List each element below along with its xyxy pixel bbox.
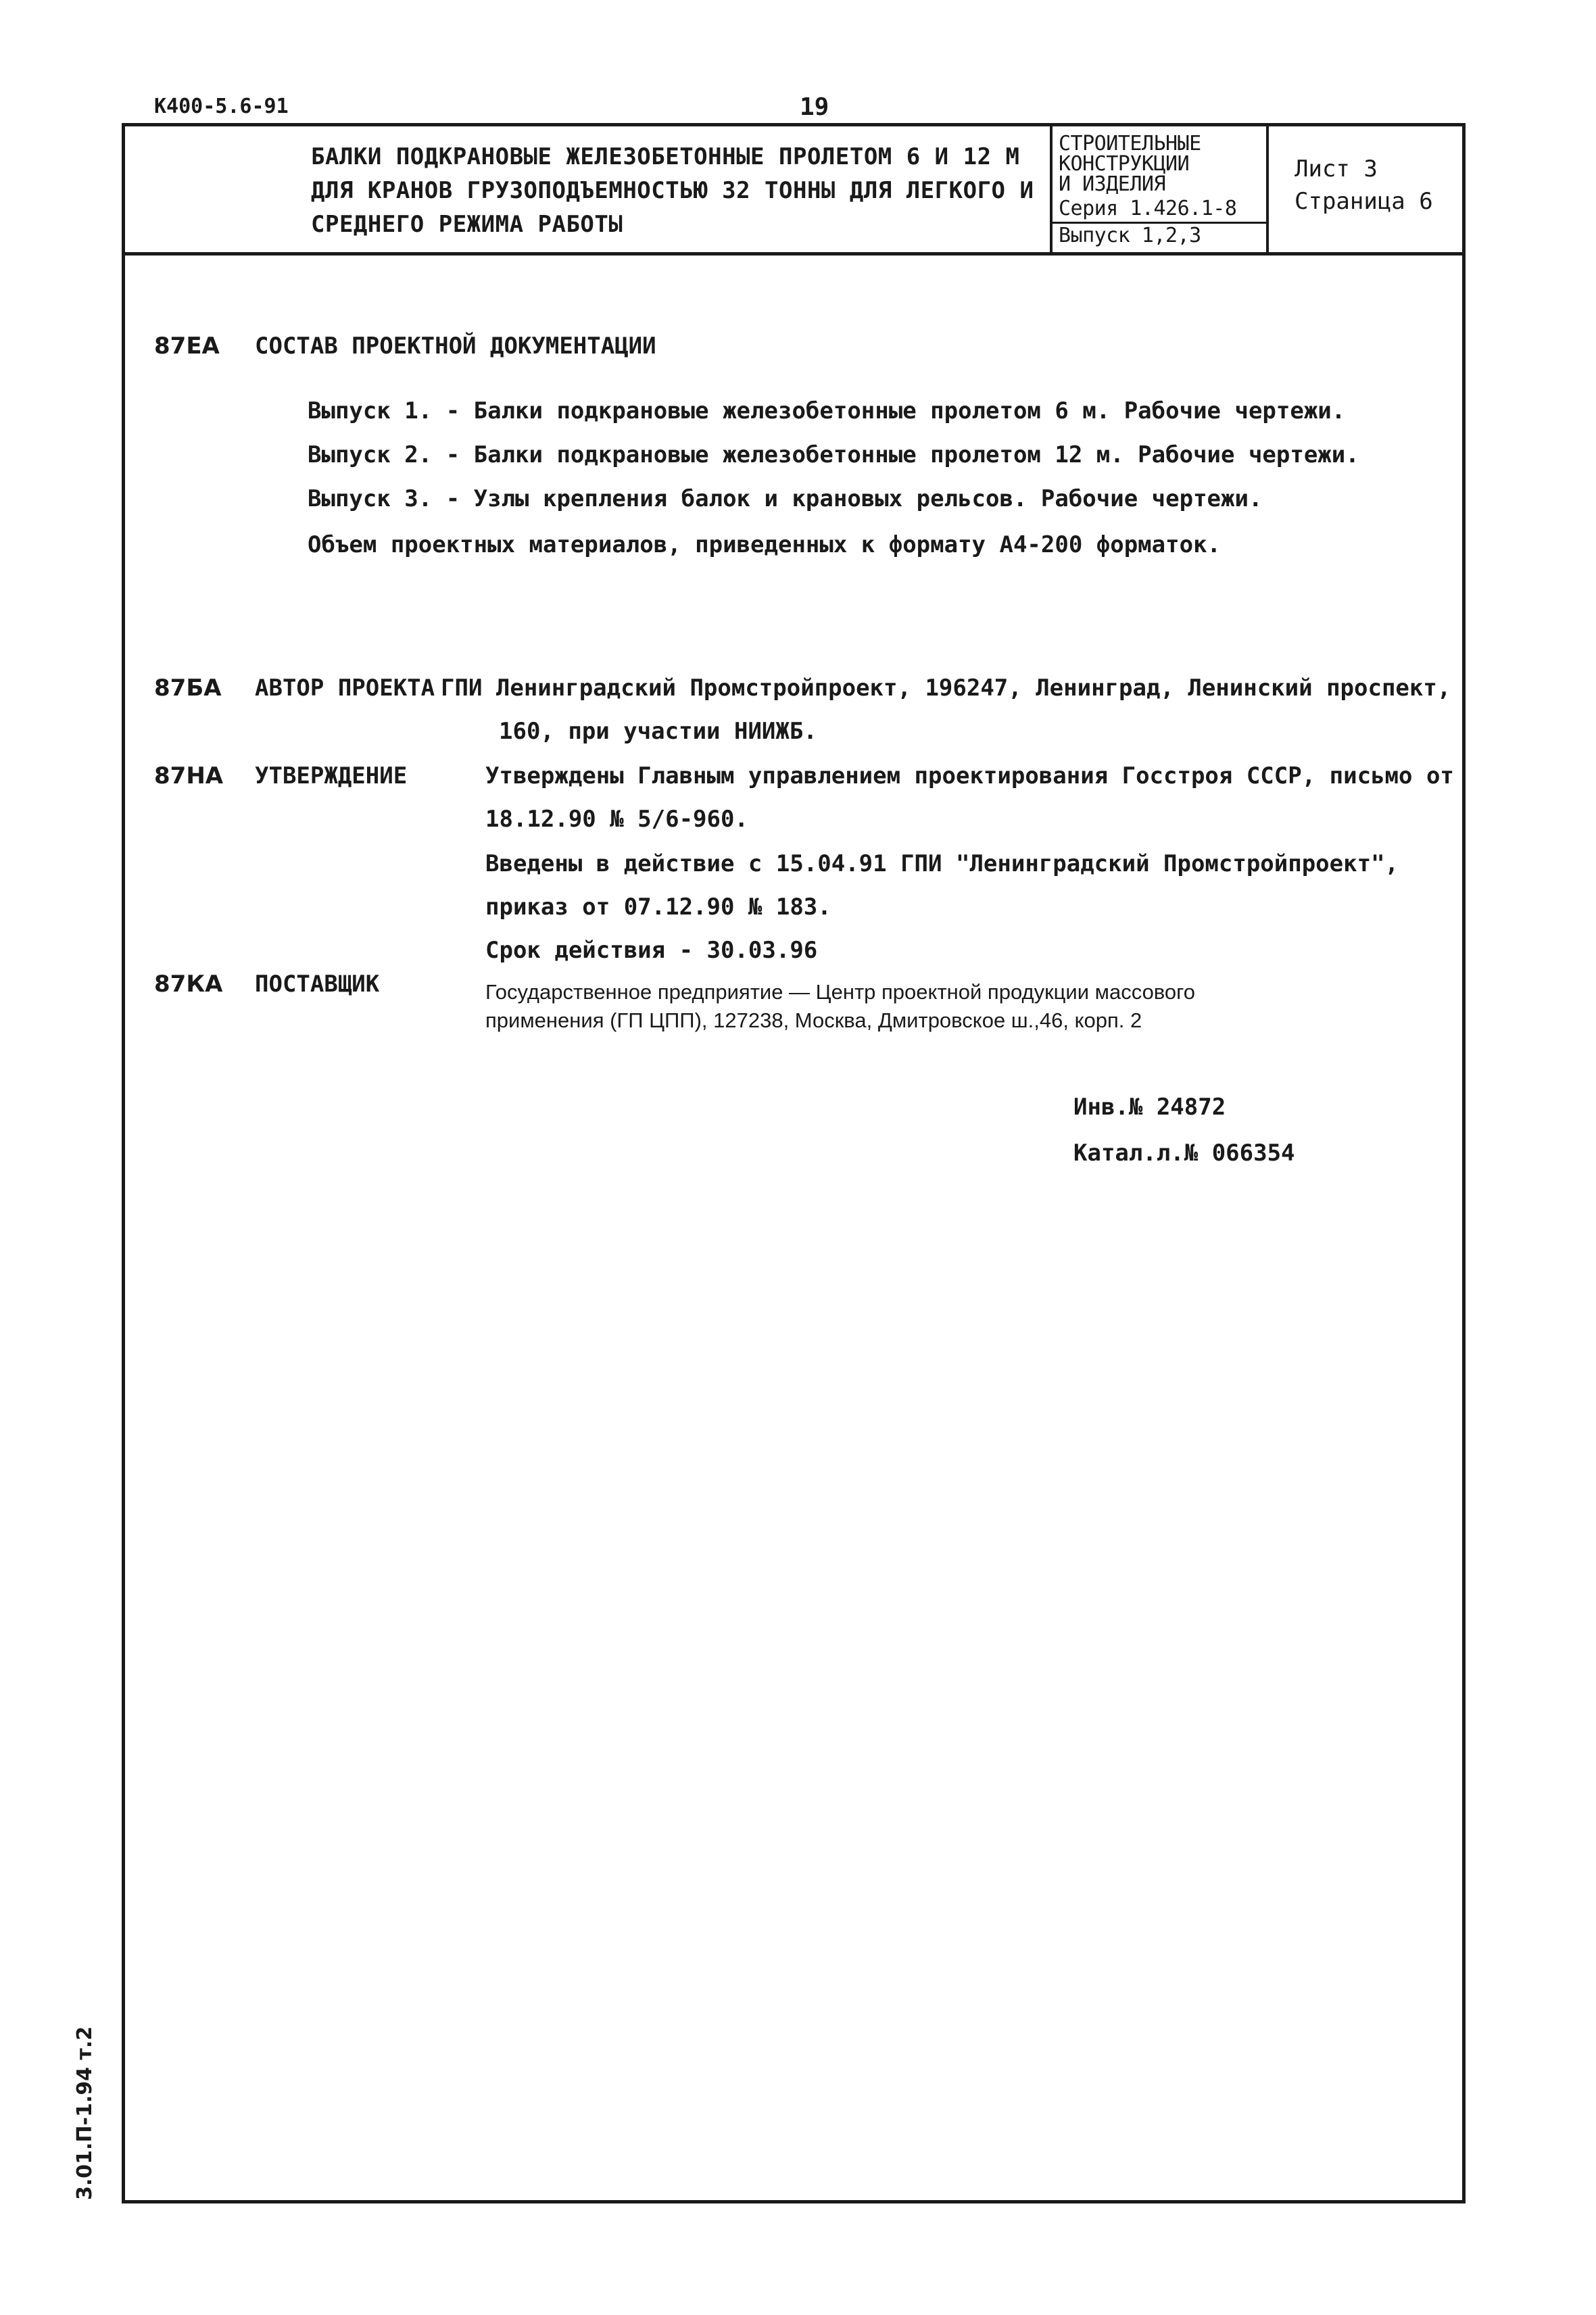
document-code: К400-5.6-91 bbox=[154, 95, 289, 118]
issue-line: Выпуск 3. - Узлы крепления балок и крановых рельсов. Рабочие чертежи. bbox=[308, 485, 1263, 512]
approval-line: Утверждены Главным управлением проектирования Госстроя СССР, письмо от bbox=[485, 762, 1454, 789]
title-line: СРЕДНЕГО РЕЖИМА РАБОТЫ bbox=[311, 211, 623, 238]
series-line: СТРОИТЕЛЬНЫЕ bbox=[1059, 132, 1201, 155]
divider bbox=[1266, 123, 1269, 255]
section-code: 87ЕА bbox=[154, 333, 220, 360]
author-text: 160, при участии НИИЖБ. bbox=[499, 718, 817, 745]
title-line: БАЛКИ ПОДКРАНОВЫЕ ЖЕЛЕЗОБЕТОННЫЕ ПРОЛЕТОМ 6 И 12 М bbox=[311, 143, 1020, 170]
section-heading: АВТОР ПРОЕКТА bbox=[255, 675, 435, 702]
section-code: 87НА bbox=[154, 762, 224, 789]
title-line: ДЛЯ КРАНОВ ГРУЗОПОДЪЕМНОСТЬЮ 32 ТОННЫ ДЛЯ ЛЕГКОГО И bbox=[311, 177, 1034, 204]
catalog-number: Катал.л.№ 066354 bbox=[1073, 1140, 1295, 1167]
sheet-label: Лист 3 bbox=[1295, 155, 1378, 182]
page-number: 19 bbox=[800, 93, 829, 121]
divider bbox=[1050, 123, 1053, 255]
approval-line: приказ от 07.12.90 № 183. bbox=[485, 894, 831, 921]
supplier-line: Государственное предприятие — Центр проектной продукции массового bbox=[485, 980, 1196, 1004]
side-code: 3.01.П-1.94 т.2 bbox=[73, 2026, 97, 2200]
section-heading: СОСТАВ ПРОЕКТНОЙ ДОКУМЕНТАЦИИ bbox=[255, 333, 656, 360]
approval-line: Введены в действие с 15.04.91 ГПИ "Ленинградский Промстройпроект", bbox=[485, 850, 1399, 877]
inventory-number: Инв.№ 24872 bbox=[1073, 1094, 1226, 1121]
supplier-line: применения (ГП ЦПП), 127238, Москва, Дмитровское ш.,46, корп. 2 bbox=[485, 1008, 1142, 1032]
issue-line: Выпуск 2. - Балки подкрановые железобетонные пролетом 12 м. Рабочие чертежи. bbox=[308, 441, 1359, 468]
section-code: 87БА bbox=[154, 675, 222, 702]
section-heading: УТВЕРЖДЕНИЕ bbox=[255, 762, 408, 789]
author-text: ГПИ Ленинградский Промстройпроект, 196247, Ленинград, Ленинский проспект, bbox=[441, 675, 1451, 702]
series-line: КОНСТРУКЦИИ bbox=[1059, 152, 1190, 176]
section-heading: ПОСТАВЩИК bbox=[255, 971, 380, 998]
page-label: Страница 6 bbox=[1295, 188, 1433, 215]
validity-line: Срок действия - 30.03.96 bbox=[485, 937, 818, 964]
volume-line: Объем проектных материалов, приведенных к формату А4-200 форматок. bbox=[308, 531, 1222, 558]
series-line: И ИЗДЕЛИЯ bbox=[1059, 172, 1166, 196]
issue-list: Выпуск 1,2,3 bbox=[1059, 224, 1201, 247]
series-number: Серия 1.426.1-8 bbox=[1059, 197, 1237, 220]
approval-line: 18.12.90 № 5/6-960. bbox=[485, 806, 748, 833]
issue-line: Выпуск 1. - Балки подкрановые железобетонные пролетом 6 м. Рабочие чертежи. bbox=[308, 397, 1346, 424]
section-code: 87КА bbox=[154, 971, 223, 998]
